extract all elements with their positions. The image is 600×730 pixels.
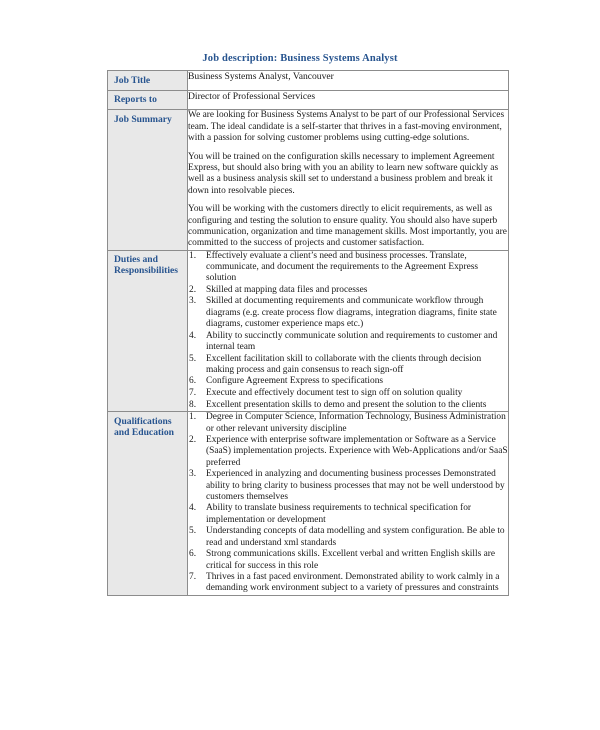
list-item: Thrives in a fast paced environment. Demonstrated ability to work calmly in a demanding work environment subject to a variety of pressures and constraints [206, 572, 500, 594]
paragraph: You will be trained on the configuration skills necessary to implement Agreement Express, but should also bring with you an ability to learn new software quickly as well as a business analysis skill set to understand a business problem and break it down into resolvable pieces. [188, 151, 499, 196]
duties-list [188, 251, 508, 411]
row-value-job-title: Business Systems Analyst, Vancouver [188, 71, 334, 82]
list-item: Configure Agreement Express to specifications [206, 376, 384, 387]
paragraph: We are looking for Business Systems Analyst to be part of our Professional Services team. The ideal candidate is a self-starter that thrives in a fast-moving environment, with a passion for solving customer problems using cutting-edge solutions. [188, 110, 505, 143]
table-row-job-title [108, 71, 509, 91]
list-item: Excellent facilitation skill to collaborate with the clients through decision making process and gain consensus to reach sign-off [206, 353, 482, 375]
paragraph: You will be working with the customers directly to elicit requirements, as well as configuring and testing the solution to ensure quality. You should also have superb communication, organization and time management skills. Most importantly, you are committed to the success of projects and customer satisfaction. [188, 204, 507, 249]
row-label-reports-to: Reports to [114, 94, 157, 106]
list-item: Experience with enterprise software implementation or Software as a Service (SaaS) implementation projects. Experience with Web-Applications and/or SaaS preferred [206, 435, 508, 468]
row-value-cell-reports-to [188, 90, 509, 110]
list-item: Execute and effectively document test to sign off on solution quality [206, 388, 463, 399]
row-label-cell-qualifications [108, 412, 188, 596]
table-row-job-summary [108, 110, 509, 250]
row-label-cell-duties [108, 250, 188, 412]
row-label-qualifications: Qualifications and Education [114, 415, 174, 438]
table-row-reports-to [108, 90, 509, 110]
row-label-cell-reports-to [108, 90, 188, 110]
row-label-job-summary: Job Summary [114, 113, 172, 125]
row-label-job-title: Job Title [114, 74, 151, 86]
row-label-duties: Duties and Responsibilities [114, 254, 178, 277]
list-item: Skilled at documenting requirements and communicate workflow through diagrams (e.g. create process flow diagrams, integration diagrams, finite state diagrams, customer experience maps etc.) [206, 296, 497, 330]
qualifications-list [188, 412, 508, 595]
row-value-cell-job-title [188, 71, 509, 91]
list-item: Ability to succinctly communicate solution and requirements to customer and internal team [206, 330, 498, 352]
row-value-cell-qualifications [188, 412, 509, 596]
list-item: Ability to translate business requirements to technical specification for implementation or development [206, 503, 472, 525]
list-item: Strong communications skills. Excellent verbal and written English skills are critical for success in this role [206, 549, 496, 571]
list-item: Degree in Computer Science, Information Technology, Business Administration or other relevant university discipline [206, 412, 506, 434]
row-value-cell-job-summary [188, 110, 509, 250]
list-item: Experienced in analyzing and documenting business processes Demonstrated ability to bring clarity to business processes that may not be well understood by customers themselves [206, 469, 505, 502]
row-value-cell-duties [188, 250, 509, 412]
table-row-duties [108, 250, 509, 412]
list-item: Understanding concepts of data modelling and system configuration. Be able to read and understand xml standards [206, 526, 505, 548]
table-row-qualifications [108, 412, 509, 596]
row-value-reports-to: Director of Professional Services [188, 90, 316, 102]
list-item: Skilled at mapping data files and processes [206, 284, 368, 295]
list-item: Excellent presentation skills to demo and present the solution to the clients [206, 399, 487, 410]
row-label-cell-job-title [108, 71, 188, 91]
list-item: Effectively evaluate a client’s need and business processes. Translate, communicate, and document the requirements to the Agreement Express solution [206, 250, 479, 284]
page-title: Job description: Business Systems Analyst [202, 53, 398, 64]
row-label-cell-job-summary [108, 110, 188, 250]
job-summary-paragraphs [188, 110, 508, 249]
job-description-table [107, 70, 509, 596]
